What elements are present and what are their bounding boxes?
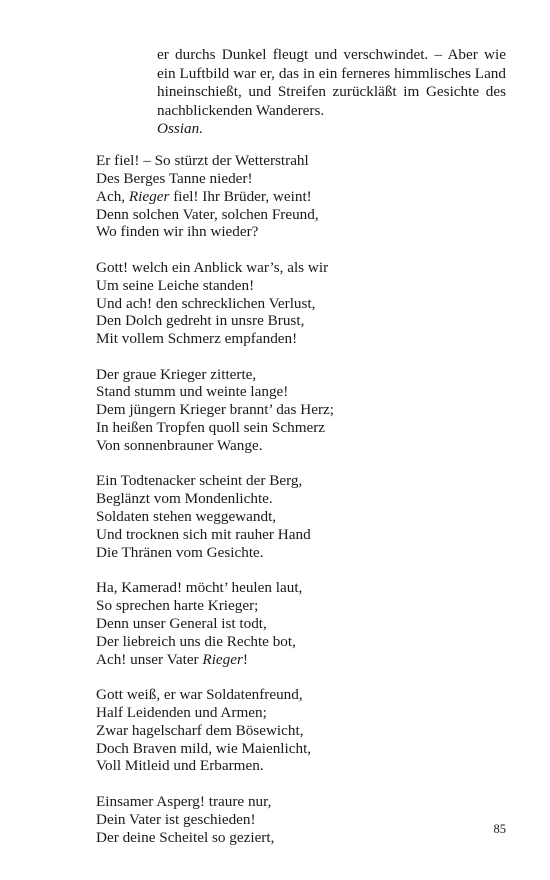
stanza <box>96 366 496 455</box>
verse-line: Beglänzt vom Mondenlichte. <box>96 490 273 508</box>
verse-line: Einsamer Asperg! traure nur, <box>96 792 272 810</box>
verse-line: Der deine Scheitel so geziert, <box>96 828 275 846</box>
verse-line: Doch Braven mild, wie Maienlicht, <box>96 739 312 757</box>
epigraph <box>157 46 506 139</box>
italic-name: Rieger <box>128 187 170 205</box>
verse-line: Ein Todtenacker scheint der Berg, <box>96 472 303 490</box>
verse-line: Denn solchen Vater, solchen Freund, <box>96 205 319 223</box>
verse-line: Der liebreich uns die Rechte bot, <box>96 632 296 650</box>
poem-body <box>96 152 496 864</box>
page-number: 85 <box>493 822 506 836</box>
epigraph-line: ein Luftbild war er, das in ein ferneres himmlisches Land <box>157 64 506 82</box>
epigraph-attribution: Ossian. <box>157 120 203 138</box>
verse-line: So sprechen harte Krieger; <box>96 597 259 615</box>
verse-line: Von sonnenbrauner Wange. <box>96 437 263 454</box>
stanza <box>96 686 496 775</box>
italic-name: Rieger <box>202 650 243 668</box>
verse-line: Wo finden wir ihn wieder? <box>96 223 259 241</box>
verse-line: Dein Vater ist geschieden! <box>96 810 256 828</box>
verse-line: Um seine Leiche standen! <box>96 276 255 294</box>
verse-line: Ha, Kamerad! möcht’ heulen laut, <box>96 579 303 597</box>
verse-line: Half Leidenden und Armen; <box>96 703 267 721</box>
verse-line: Und ach! den schrecklichen Verlust, <box>96 294 316 312</box>
verse-line: Zwar hagelscharf dem Bösewicht, <box>96 721 304 739</box>
verse-line: Dem jüngern Krieger brannt’ das Herz; <box>96 401 334 419</box>
verse-line: Soldaten stehen weggewandt, <box>96 508 277 526</box>
epigraph-line: er durchs Dunkel fleugt und verschwindet. – Aber wie <box>157 46 506 63</box>
stanza <box>96 793 496 847</box>
verse-line: Und trocknen sich mit rauher Hand <box>96 525 311 543</box>
verse-line: Gott weiß, er war Soldatenfreund, <box>96 686 303 704</box>
stanza <box>96 472 496 561</box>
verse-line: Voll Mitleid und Erbarmen. <box>96 757 264 775</box>
verse-line: Er fiel! – So stürzt der Wetterstrahl <box>96 152 309 169</box>
stanza <box>96 579 496 668</box>
verse-line: Den Dolch gedreht in unsre Brust, <box>96 312 305 330</box>
verse-line: Ach, Rieger fiel! Ihr Brüder, weint! <box>96 187 312 205</box>
verse-line: Der graue Krieger zitterte, <box>96 365 257 383</box>
verse-line: Ach! unser Vater Rieger! <box>96 650 248 668</box>
verse-line: Mit vollem Schmerz empfanden! <box>96 330 298 348</box>
verse-line: Denn unser General ist todt, <box>96 614 267 632</box>
verse-line: Stand stumm und weinte lange! <box>96 383 289 401</box>
verse-line: Die Thränen vom Gesichte. <box>96 543 264 561</box>
stanza <box>96 152 496 241</box>
stanza <box>96 259 496 348</box>
epigraph-line: hineinschießt, und Streifen zurückläßt im Gesichte des <box>157 83 506 101</box>
epigraph-line: nachblickenden Wanderers. <box>157 101 325 119</box>
verse-line: Des Berges Tanne nieder! <box>96 169 253 187</box>
verse-line: Gott! welch ein Anblick war’s, als wir <box>96 258 329 276</box>
verse-line: In heißen Tropfen quoll sein Schmerz <box>96 419 326 437</box>
